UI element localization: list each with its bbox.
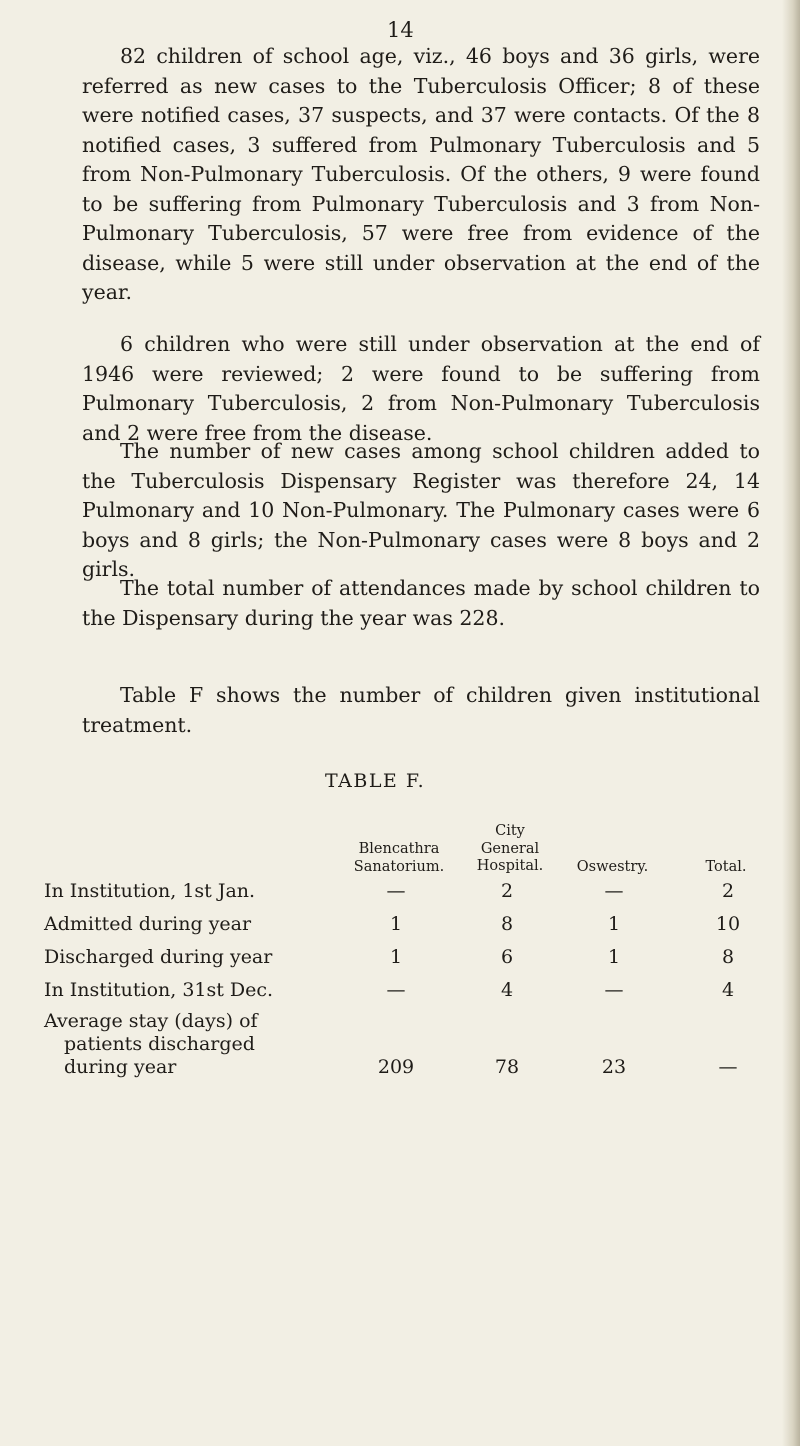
table-cell: 78: [494, 1056, 520, 1078]
table-cell: 6: [500, 946, 514, 968]
table-cell: —: [386, 979, 406, 1001]
table-cell: 2: [500, 880, 514, 902]
paragraph-table-intro: Table F shows the number of children given institutional treatment.: [82, 683, 760, 737]
table-cell: 8: [721, 946, 735, 968]
col-header-oswestry: Oswestry.: [576, 859, 649, 875]
table-cell: 23: [601, 1056, 627, 1078]
table-cell: —: [386, 880, 406, 902]
table-cell: 1: [389, 913, 403, 935]
paragraph-referrals: 82 children of school age, viz., 46 boys and 36 girls, were referred as new cases to the Tuberculosis Officer; 8 of these were notified cases, 37 suspects, and 37 were contacts. Of the 8 notified cases, 3 suffered from Pulmonary Tuberculosis and 5 from Non-Pulmonary Tuberculosis. Of the others, 9 were found to be suffering from Pulmonary Tuberculosis and 3 from Non-Pulmonary Tuberculosis, 57 were free from evidence of the disease, while 5 were still under observation at the end of the year.: [82, 44, 760, 304]
table-cell: 1: [389, 946, 403, 968]
paragraph-attendances: The total number of attendances made by school children to the Dispensary during the year was 228.: [82, 576, 760, 630]
col-header-total: Total.: [705, 859, 747, 875]
table-title: TABLE F.: [325, 770, 426, 792]
row-label-average-stay: Average stay (days) of patients discharged during year: [44, 1010, 258, 1078]
row-label-in-institution-jan: In Institution, 1st Jan.: [44, 880, 256, 902]
row-label-admitted: Admitted during year: [44, 913, 252, 935]
page-number: 14: [387, 18, 414, 42]
col-header-blencathra: Blencathra Sanatorium.: [353, 841, 445, 875]
row-label-in-institution-dec: In Institution, 31st Dec.: [44, 979, 274, 1001]
table-cell: 8: [500, 913, 514, 935]
table-cell: 4: [721, 979, 735, 1001]
table-cell: 2: [721, 880, 735, 902]
table-cell: —: [604, 979, 624, 1001]
paragraph-reviewed: 6 children who were still under observation at the end of 1946 were reviewed; 2 were found to be suffering from Pulmonary Tuberculosis, 2 from Non-Pulmonary Tuberculosis and 2 were free from the disease.: [82, 332, 760, 445]
table-cell: 1: [607, 946, 621, 968]
table-cell: 10: [715, 913, 741, 935]
table-cell: —: [604, 880, 624, 902]
page-edge-shadow: [782, 0, 800, 1446]
table-cell: 4: [500, 979, 514, 1001]
table-cell: 209: [377, 1056, 415, 1078]
paragraph-new-cases: The number of new cases among school children added to the Tuberculosis Dispensary Register was therefore 24, 14 Pulmonary and 10 Non-Pulmonary. The Pulmonary cases were 6 boys and 8 girls; the Non-Pulmonary cases were 8 boys and 2 girls.: [82, 439, 760, 581]
row-label-discharged: Discharged during year: [44, 946, 273, 968]
table-cell: —: [718, 1056, 738, 1078]
table-cell: 1: [607, 913, 621, 935]
col-header-city-general: City General Hospital.: [476, 823, 544, 874]
